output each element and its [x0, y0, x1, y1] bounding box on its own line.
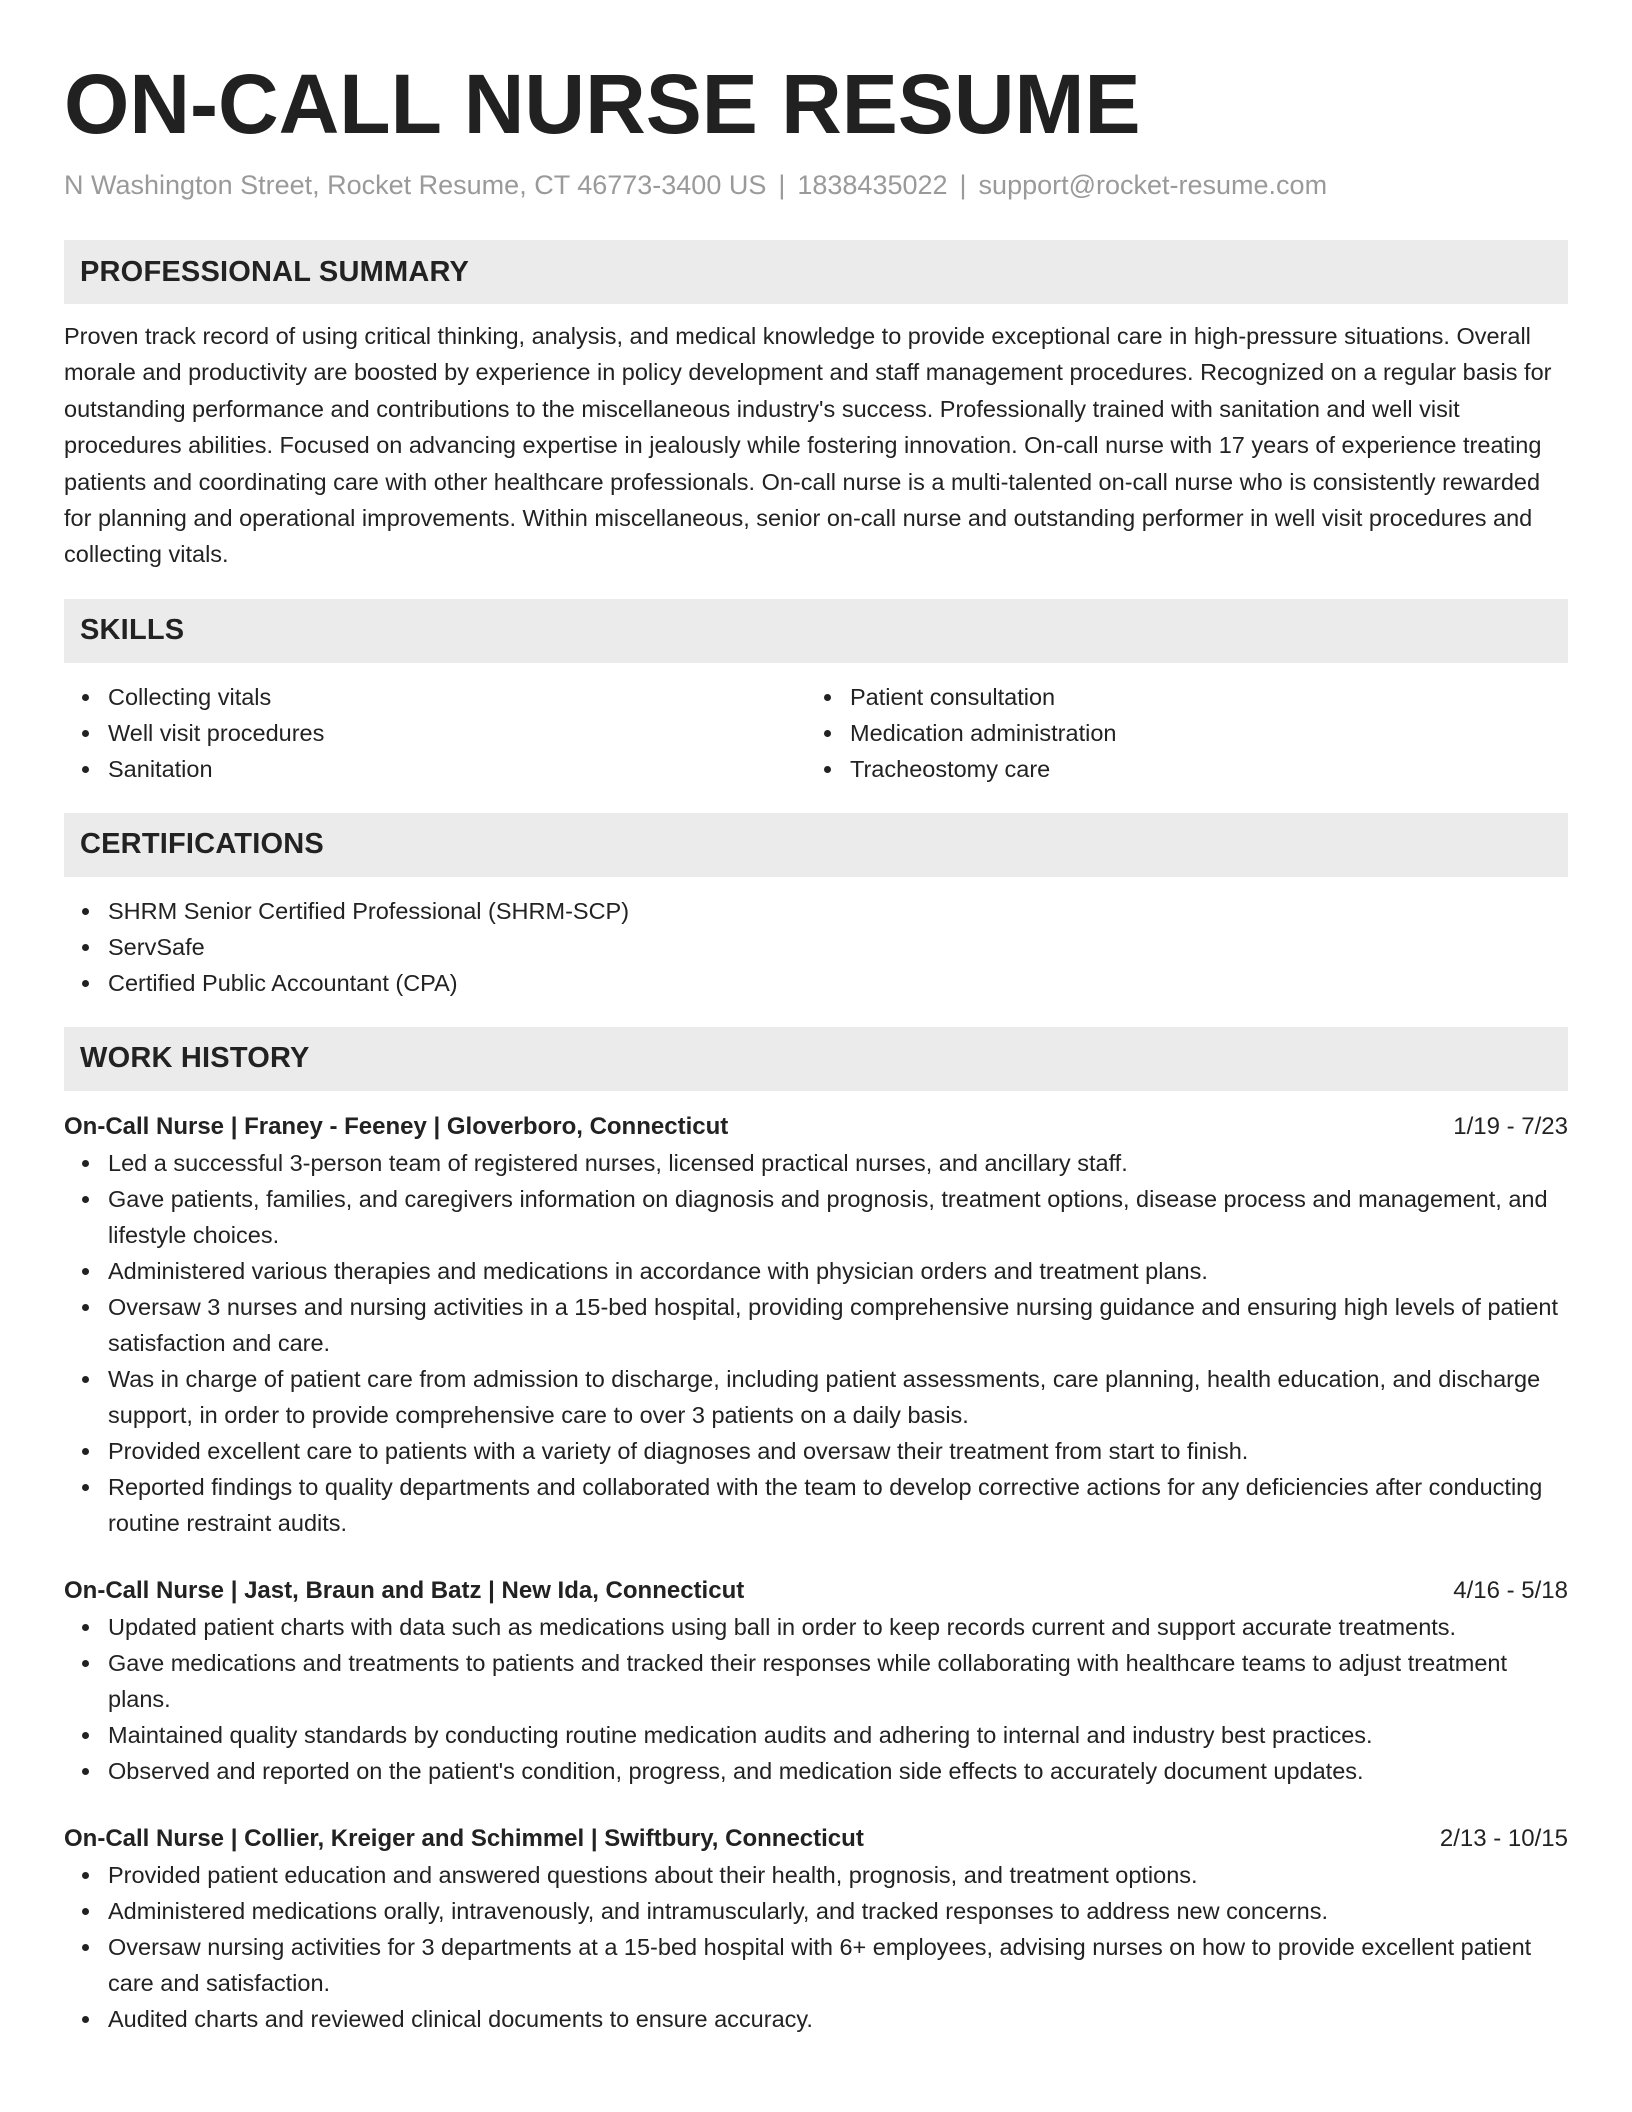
- skill-item: Tracheostomy care: [850, 751, 1548, 787]
- job-bullet: Observed and reported on the patient's condition, progress, and medication side effects to accurately document updates.: [108, 1753, 1568, 1789]
- job-entry: [64, 1821, 1568, 2037]
- job-bullet: Reported findings to quality departments and collaborated with the team to develop corrective actions for any deficiencies after conducting routine restraint audits.: [108, 1469, 1568, 1541]
- job-header: [64, 1109, 1568, 1145]
- resume-title: ON-CALL NURSE RESUME: [64, 57, 1141, 151]
- skills-list: [64, 679, 1568, 787]
- job-bullet: Was in charge of patient care from admission to discharge, including patient assessments, care planning, health education, and discharge support, in order to provide comprehensive care to over 3 patients on a daily basis.: [108, 1361, 1568, 1433]
- skill-item: Medication administration: [850, 715, 1548, 751]
- contact-separator: |: [959, 170, 967, 200]
- section-heading-certifications: CERTIFICATIONS: [64, 813, 1568, 877]
- job-bullet: Administered various therapies and medications in accordance with physician orders and treatment plans.: [108, 1253, 1568, 1289]
- job-dates: 4/16 - 5/18: [1453, 1576, 1568, 1604]
- job-entry: [64, 1109, 1568, 1541]
- section-heading-skills: SKILLS: [64, 599, 1568, 663]
- job-entry: [64, 1573, 1568, 1789]
- contact-email[interactable]: support@rocket-resume.com: [978, 170, 1328, 200]
- job-bullet: Led a successful 3-person team of registered nurses, licensed practical nurses, and ancillary staff.: [108, 1145, 1568, 1181]
- resume-page: [64, 0, 1568, 2037]
- job-header: [64, 1573, 1568, 1609]
- contact-phone: 1838435022: [797, 170, 948, 200]
- job-bullet: Gave medications and treatments to patients and tracked their responses while collaborating with healthcare teams to adjust treatment plans.: [108, 1645, 1568, 1717]
- certification-item: Certified Public Accountant (CPA): [108, 965, 1568, 1001]
- job-bullets: [64, 1857, 1568, 2037]
- job-title: On-Call Nurse | Collier, Kreiger and Schimmel | Swiftbury, Connecticut: [64, 1824, 864, 1852]
- job-title: On-Call Nurse | Franey - Feeney | Gloverboro, Connecticut: [64, 1112, 729, 1140]
- job-header: [64, 1821, 1568, 1857]
- job-bullet: Gave patients, families, and caregivers information on diagnosis and prognosis, treatment options, disease process and management, and lifestyle choices.: [108, 1181, 1568, 1253]
- section-heading-work-history: WORK HISTORY: [64, 1027, 1568, 1091]
- job-title: On-Call Nurse | Jast, Braun and Batz | New Ida, Connecticut: [64, 1576, 745, 1604]
- job-bullet: Provided excellent care to patients with a variety of diagnoses and oversaw their treatment from start to finish.: [108, 1433, 1568, 1469]
- skill-item: Patient consultation: [850, 679, 1548, 715]
- job-bullets: [64, 1609, 1568, 1789]
- contact-separator: |: [778, 170, 786, 200]
- skill-item: Well visit procedures: [108, 715, 806, 751]
- job-bullet: Audited charts and reviewed clinical documents to ensure accuracy.: [108, 2001, 1568, 2037]
- skills-column-left: [64, 679, 806, 787]
- section-heading-summary: PROFESSIONAL SUMMARY: [64, 240, 1568, 304]
- job-bullet: Oversaw nursing activities for 3 departments at a 15-bed hospital with 6+ employees, advising nurses on how to provide excellent patient care and satisfaction.: [108, 1929, 1568, 2001]
- certification-item: ServSafe: [108, 929, 1568, 965]
- certification-item: SHRM Senior Certified Professional (SHRM-SCP): [108, 893, 1568, 929]
- job-bullet: Oversaw 3 nurses and nursing activities in a 15-bed hospital, providing comprehensive nursing guidance and ensuring high levels of patient satisfaction and care.: [108, 1289, 1568, 1361]
- job-bullet: Administered medications orally, intravenously, and intramuscularly, and tracked responses to address new concerns.: [108, 1893, 1568, 1929]
- contact-address: N Washington Street, Rocket Resume, CT 46773-3400 US: [64, 170, 767, 200]
- contact-line: [64, 168, 1568, 202]
- summary-text: Proven track record of using critical thinking, analysis, and medical knowledge to provide exceptional care in high-pressure situations. Overall morale and productivity are boosted by experience in policy development and staff management procedures. Recognized on a regular basis for outstanding performance and contributions to the miscellaneous industry's success. Professionally trained with sanitation and well visit procedures abilities. Focused on advancing expertise in jealously while fostering innovation. On-call nurse with 17 years of experience treating patients and coordinating care with other healthcare professionals. On-call nurse is a multi-talented on-call nurse who is consistently rewarded for planning and operational improvements. Within miscellaneous, senior on-call nurse and outstanding performer in well visit procedures and collecting vitals.: [64, 323, 1552, 568]
- skills-column-right: [806, 679, 1548, 787]
- skill-item: Collecting vitals: [108, 679, 806, 715]
- job-bullet: Maintained quality standards by conducting routine medication audits and adhering to internal and industry best practices.: [108, 1717, 1568, 1753]
- certifications-list: [64, 893, 1568, 1001]
- job-dates: 1/19 - 7/23: [1453, 1112, 1568, 1140]
- skill-item: Sanitation: [108, 751, 806, 787]
- job-bullet: Updated patient charts with data such as medications using ball in order to keep records current and support accurate treatments.: [108, 1609, 1568, 1645]
- job-bullet: Provided patient education and answered questions about their health, prognosis, and treatment options.: [108, 1857, 1568, 1893]
- job-dates: 2/13 - 10/15: [1439, 1824, 1568, 1852]
- job-bullets: [64, 1145, 1568, 1541]
